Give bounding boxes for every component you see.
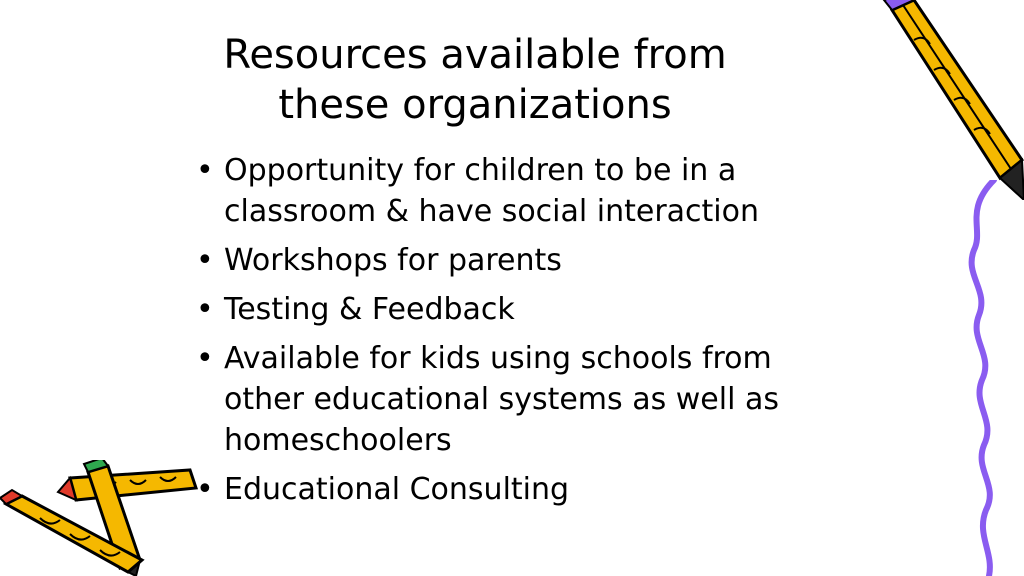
bullet-marker: •	[196, 341, 214, 376]
title-line-1: Resources available from	[223, 32, 727, 78]
bullet-item	[192, 469, 832, 510]
crossed-pencils-icon	[0, 460, 210, 576]
bullet-marker: •	[196, 153, 214, 188]
bullet-text: Educational Consulting	[224, 472, 570, 507]
bullet-marker: •	[196, 472, 214, 507]
bullet-marker: •	[196, 292, 214, 327]
bullet-text: Workshops for parents	[224, 243, 562, 278]
bullet-text: Available for kids using schools from other educational systems as well as homeschoolers	[224, 341, 779, 458]
slide-title	[150, 30, 800, 130]
bullet-item	[192, 289, 832, 330]
bullet-item	[192, 338, 832, 461]
pencil-horizontal	[58, 470, 196, 500]
bullet-item	[192, 150, 832, 232]
bullet-list	[192, 150, 832, 518]
bullet-text: Testing & Feedback	[224, 292, 515, 327]
squiggle-line-icon	[954, 180, 1024, 576]
title-line-2: these organizations	[278, 82, 672, 128]
bullet-text: Opportunity for children to be in a classroom & have social interaction	[224, 153, 760, 229]
bullet-marker: •	[196, 243, 214, 278]
pencil-body	[884, 0, 1024, 200]
pencil-clipart-icon	[874, 0, 1024, 200]
bullet-item	[192, 240, 832, 281]
